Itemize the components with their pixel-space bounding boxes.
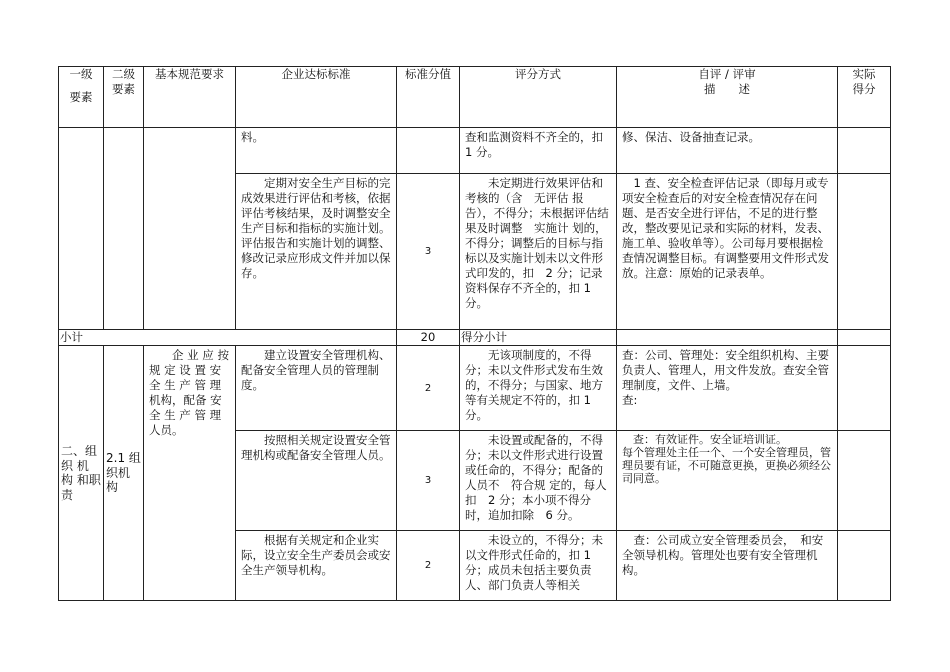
review-cell: 1 查、安全检查评估记录（即每月或专项安全检查后的对安全检查情况存在问题、是否安全进行评估，不足的进行整改，整改要见记录和实际的材料，发表、施工单、验收单等）。公司每月要根据检查情况调整目标。有调整要用文件形式发放。注意：原始的记录表单。 xyxy=(617,174,838,330)
level1-cell: 二、组织 机 构 和职责 xyxy=(59,346,104,601)
subtotal-actual xyxy=(838,330,891,346)
header-level1: 一级 要素 xyxy=(59,67,104,128)
standards-table xyxy=(58,66,891,601)
basic-cell-empty xyxy=(144,128,236,330)
header-level2: 二级 要素 xyxy=(104,67,144,128)
standard-cell: 建立设置安全管理机构、配备安全管理人员的管理制度。 xyxy=(236,346,397,431)
score-cell xyxy=(397,128,460,174)
table-row xyxy=(59,128,891,174)
table-row xyxy=(59,346,891,431)
header-review-description: 自评 / 评审 描 述 xyxy=(617,67,838,128)
standard-cell: 料。 xyxy=(236,128,397,174)
header-enterprise-standard: 企业达标标准 xyxy=(236,67,397,128)
standard-cell: 定期对安全生产目标的完成效果进行评估和考核，依据评估考核结果，及时调整安全生产目标和指标的实施计划。评估报告和实施计划的调整、修改记录应形成文件并加以保存。 xyxy=(236,174,397,330)
header-scoring-method: 评分方式 xyxy=(460,67,617,128)
method-cell: 未定期进行效果评估和考核的（含 无评估 报告），不得分；未根据评估结果及时调整 实施计 划的，不得分；调整后的目标与指标以及实施计划未以文件形式印发的，扣 2 分；记录资料保存不齐全的，扣 1 分。 xyxy=(460,174,617,330)
method-cell: 查和监测资料不齐全的，扣 1 分。 xyxy=(460,128,617,174)
method-cell: 未设置或配备的，不得分；未以文件形式进行设置或任命的，不得分；配备的人员不 符合规 定的，每人扣 2 分；本小项不得分时，追加扣除 6 分。 xyxy=(460,431,617,531)
actual-score-cell xyxy=(838,531,891,601)
subtotal-label: 小计 xyxy=(59,330,397,346)
method-cell: 无该项制度的，不得分；未以文件形式发布生效的，不得分；与国家、地方等有关规定不符的，扣 1 分。 xyxy=(460,346,617,431)
review-cell: 修、保洁、设备抽查记录。 xyxy=(617,128,838,174)
review-cell: 查：有效证件。安全证培训证。 每个管理处主任一个、一个安全管理员，管理员要有证，不可随意更换，更换必须经公司同意。 xyxy=(617,431,838,531)
subtotal-method: 得分小计 xyxy=(460,330,617,346)
actual-score-cell xyxy=(838,128,891,174)
level2-cell-empty xyxy=(104,128,144,330)
review-cell: 查：公司、管理处：安全组织机构、主要负责人、管理人，用文件发放。查安全管理制度，文件、上墙。 查: xyxy=(617,346,838,431)
level2-cell: 2.1 组织机构 xyxy=(104,346,144,601)
subtotal-review xyxy=(617,330,838,346)
subtotal-row xyxy=(59,330,891,346)
score-cell: 3 xyxy=(397,174,460,330)
table-header-row xyxy=(59,67,891,128)
score-cell: 2 xyxy=(397,346,460,431)
actual-score-cell xyxy=(838,431,891,531)
review-cell: 查：公司成立安全管理委员会， 和安全领导机构。管理处也要有安全管理机构。 xyxy=(617,531,838,601)
header-actual-score: 实际 得分 xyxy=(838,67,891,128)
score-cell: 2 xyxy=(397,531,460,601)
actual-score-cell xyxy=(838,346,891,431)
score-cell: 3 xyxy=(397,431,460,531)
standard-cell: 根据有关规定和企业实际，设立安全生产委员会或安全生产领导机构。 xyxy=(236,531,397,601)
standard-cell: 按照相关规定设置安全管理机构或配备安全管理人员。 xyxy=(236,431,397,531)
actual-score-cell xyxy=(838,174,891,330)
header-basic-requirement: 基本规范要求 xyxy=(144,67,236,128)
header-standard-score: 标准分值 xyxy=(397,67,460,128)
level1-cell-empty xyxy=(59,128,104,330)
subtotal-score: 20 xyxy=(397,330,460,346)
method-cell: 未设立的，不得分；未以文件形式任命的，扣 1 分；成员未包括主要负责人、部门负责人等相关 xyxy=(460,531,617,601)
basic-requirement-cell: 企 业 应 按 规 定 设 置 安 全 生 产 管 理机构，配备 安 全 生 产 管 理人员。 xyxy=(144,346,236,601)
